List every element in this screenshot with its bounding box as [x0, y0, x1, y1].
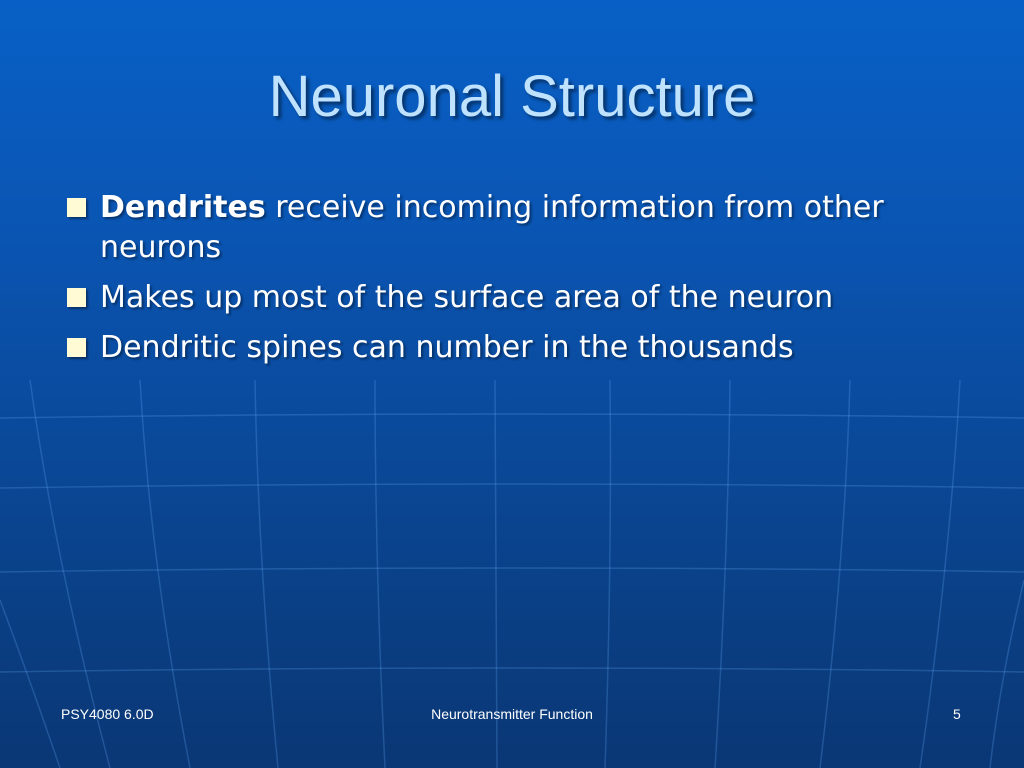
- bullet-bold-term: Dendrites: [100, 190, 266, 225]
- square-bullet-icon: [67, 288, 86, 307]
- bullet-item: [62, 188, 942, 268]
- bullet-text: Dendritic spines can number in the thousands: [100, 330, 794, 365]
- footer-topic: Neurotransmitter Function: [431, 706, 593, 722]
- slide-title: Neuronal Structure: [268, 64, 756, 129]
- footer-page-number: 5: [953, 706, 961, 722]
- footer-course-code: PSY4080 6.0D: [61, 706, 154, 722]
- bullet-item: [62, 278, 942, 318]
- bullet-text: Makes up most of the surface area of the neuron: [100, 280, 834, 315]
- bullet-item: [62, 328, 942, 368]
- bullet-list: [62, 188, 942, 378]
- bullet-text: receive incoming information from other neurons: [100, 190, 884, 265]
- square-bullet-icon: [67, 198, 86, 217]
- square-bullet-icon: [67, 338, 86, 357]
